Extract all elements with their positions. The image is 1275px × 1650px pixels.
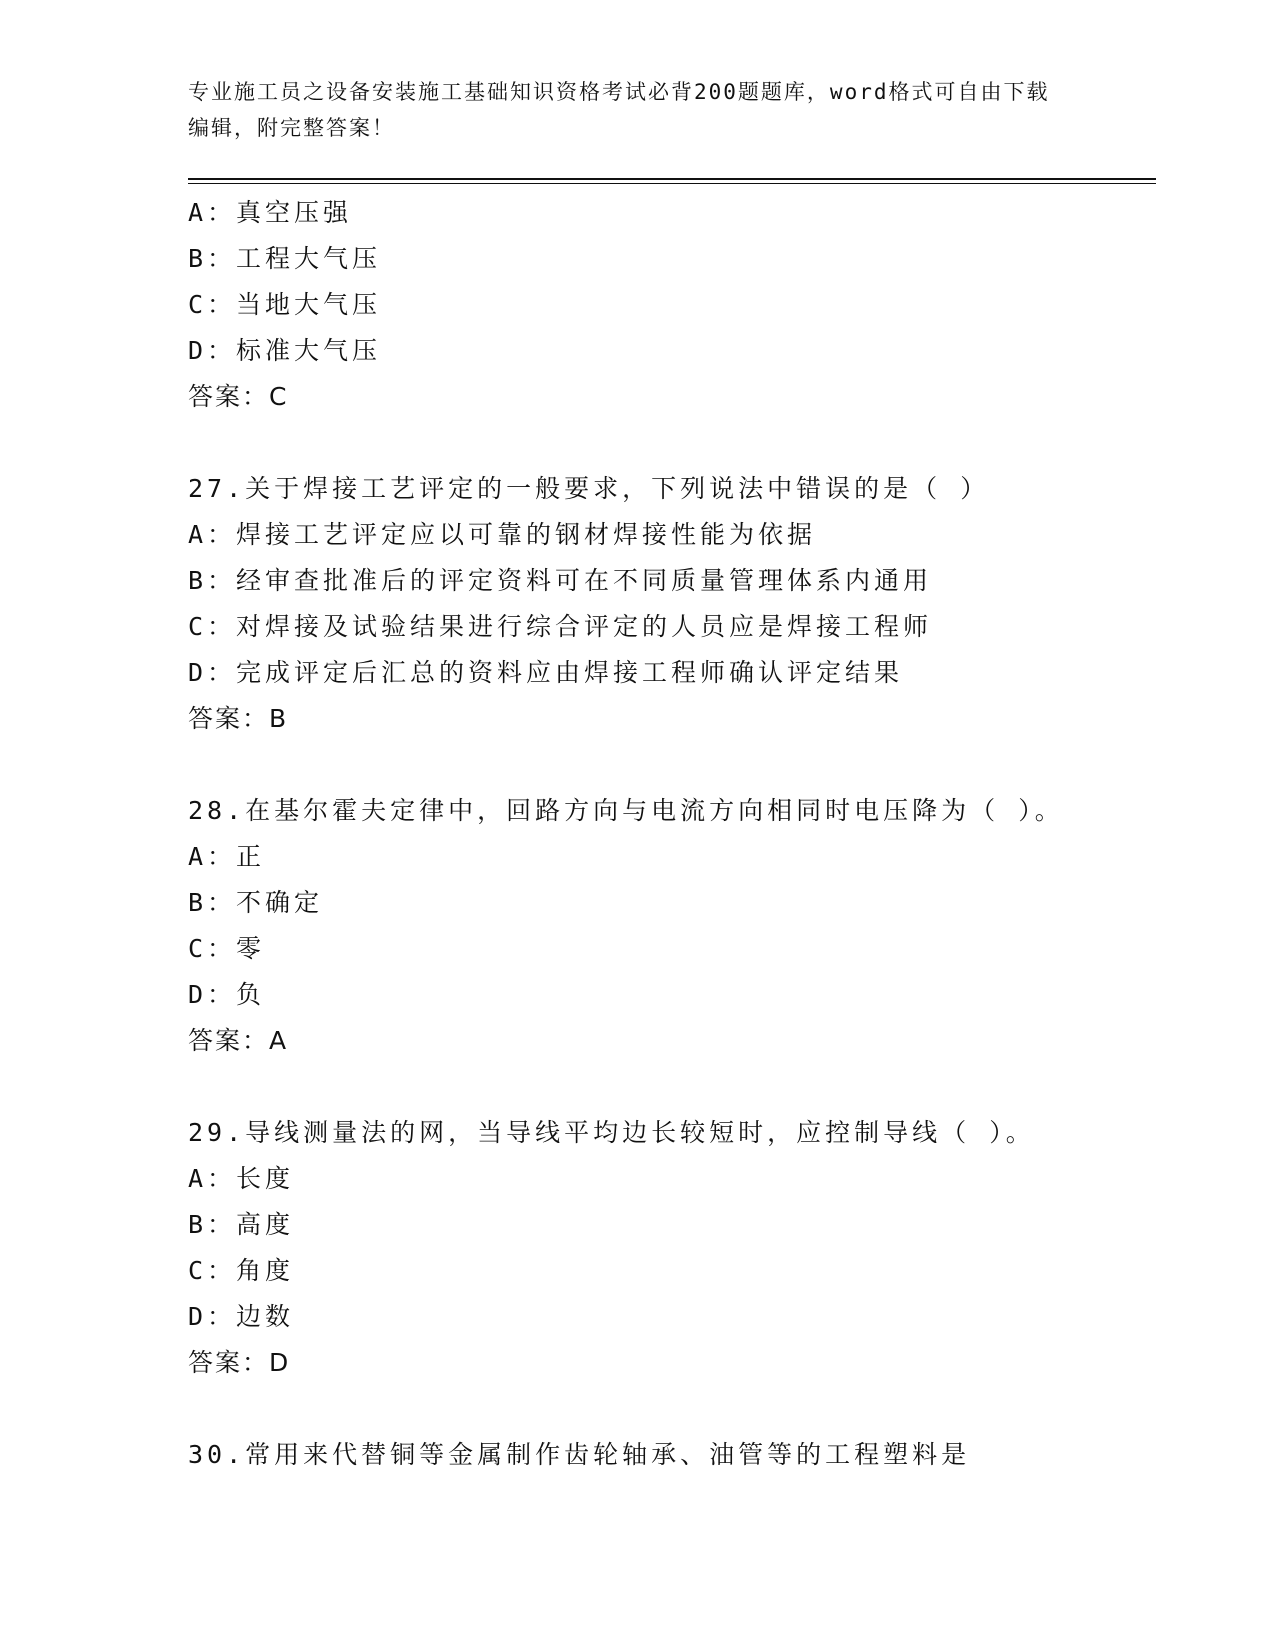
question-block-30 <box>188 1432 1156 1478</box>
option-b: B：经审查批准后的评定资料可在不同质量管理体系内通用 <box>188 566 933 595</box>
option-c: C：角度 <box>188 1256 295 1285</box>
header-divider-thick <box>188 178 1156 180</box>
answer-line: 答案：A <box>188 1026 289 1055</box>
answer-line: 答案：C <box>188 382 289 411</box>
option-c: C：对焊接及试验结果进行综合评定的人员应是焊接工程师 <box>188 612 933 641</box>
option-d: D：标准大气压 <box>188 336 382 365</box>
option-b: B：工程大气压 <box>188 244 382 273</box>
question-text: 28.在基尔霍夫定律中，回路方向与电流方向相同时电压降为（ ）。 <box>188 796 1064 825</box>
option-a: A：真空压强 <box>188 198 353 227</box>
page-header-title: 专业施工员之设备安装施工基础知识资格考试必背200题题库，word格式可自由下载编辑，附完整答案！ <box>188 80 1050 140</box>
option-a: A：焊接工艺评定应以可靠的钢材焊接性能为依据 <box>188 520 817 549</box>
question-block-27 <box>188 466 1156 742</box>
option-c: C：零 <box>188 934 266 963</box>
header-divider-thin <box>188 183 1156 184</box>
question-text: 27.关于焊接工艺评定的一般要求，下列说法中错误的是（ ） <box>188 474 990 503</box>
question-block-29 <box>188 1110 1156 1386</box>
option-a: A：正 <box>188 842 266 871</box>
option-b: B：高度 <box>188 1210 295 1239</box>
question-text: 30.常用来代替铜等金属制作齿轮轴承、油管等的工程塑料是 <box>188 1440 971 1469</box>
option-c: C：当地大气压 <box>188 290 382 319</box>
question-text: 29.导线测量法的网，当导线平均边长较短时，应控制导线（ ）。 <box>188 1118 1035 1147</box>
answer-line: 答案：D <box>188 1348 291 1377</box>
option-d: D：完成评定后汇总的资料应由焊接工程师确认评定结果 <box>188 658 904 687</box>
question-list <box>188 190 1156 1478</box>
option-d: D：负 <box>188 980 266 1009</box>
question-block-26 <box>188 190 1156 420</box>
option-a: A：长度 <box>188 1164 295 1193</box>
answer-line: 答案：B <box>188 704 289 733</box>
question-block-28 <box>188 788 1156 1064</box>
option-d: D：边数 <box>188 1302 295 1331</box>
option-b: B：不确定 <box>188 888 324 917</box>
